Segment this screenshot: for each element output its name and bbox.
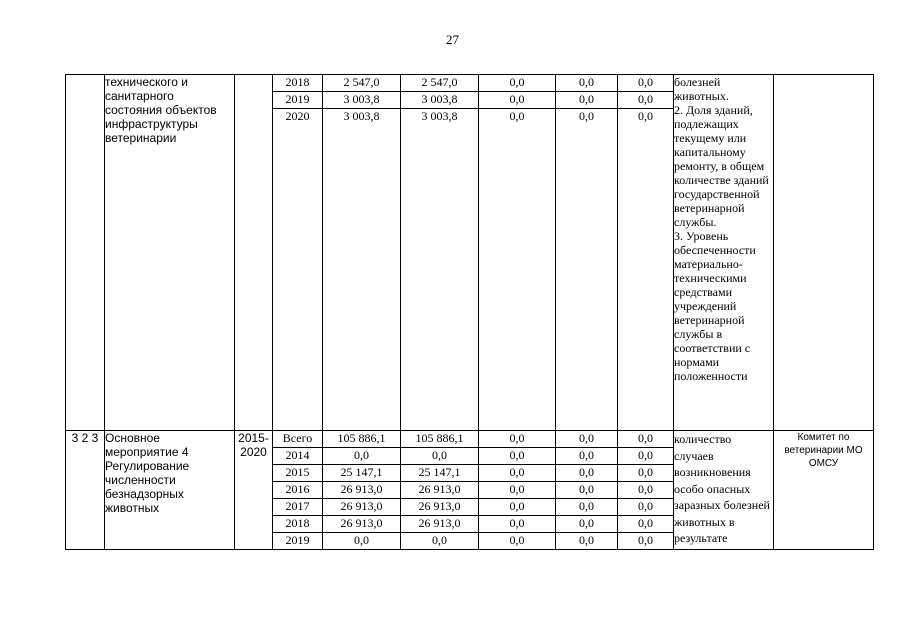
value-cell: 0,0: [479, 431, 556, 448]
value-cell: 0,0: [556, 482, 618, 499]
value-cell: 0,0: [556, 499, 618, 516]
regional-cell: 26 913,0: [401, 482, 479, 499]
executor-cell: [774, 75, 874, 431]
value-cell: 0,0: [479, 448, 556, 465]
value-cell: 0,0: [556, 92, 618, 109]
year-cell: 2015: [273, 465, 323, 482]
value-cell: 0,0: [556, 109, 618, 431]
total-cell: 105 886,1: [323, 431, 401, 448]
year-cell: 2019: [273, 533, 323, 550]
value-cell: 0,0: [479, 109, 556, 431]
period-cell: [235, 75, 273, 431]
value-cell: 0,0: [618, 431, 674, 448]
value-cell: 0,0: [618, 482, 674, 499]
table-row: [66, 75, 874, 92]
regional-cell: 0,0: [401, 448, 479, 465]
value-cell: 0,0: [618, 465, 674, 482]
regional-cell: 105 886,1: [401, 431, 479, 448]
total-cell: 3 003,8: [323, 92, 401, 109]
value-cell: 0,0: [618, 516, 674, 533]
year-cell: 2017: [273, 499, 323, 516]
value-cell: 0,0: [556, 533, 618, 550]
regional-cell: 25 147,1: [401, 465, 479, 482]
value-cell: 0,0: [556, 465, 618, 482]
measure-name: Основное мероприятие 4 Регулирование численности безнадзорных животных: [105, 431, 235, 550]
regional-cell: 3 003,8: [401, 92, 479, 109]
value-cell: 0,0: [618, 109, 674, 431]
indicator-text: болезней животных.: [674, 75, 729, 103]
regional-cell: 26 913,0: [401, 516, 479, 533]
indicator-text: 3. Уровень обеспеченности материально-техническими средствами учреждений ветеринарной службы в соответствии с нормами положенности: [674, 229, 756, 383]
indicator-cell: количество случаев возникновения особо опасных заразных болезней животных в результате: [674, 431, 774, 550]
year-cell: 2016: [273, 482, 323, 499]
total-cell: 2 547,0: [323, 75, 401, 92]
regional-cell: 26 913,0: [401, 499, 479, 516]
value-cell: 0,0: [618, 533, 674, 550]
value-cell: 0,0: [479, 516, 556, 533]
total-cell: 0,0: [323, 448, 401, 465]
value-cell: 0,0: [618, 448, 674, 465]
value-cell: 0,0: [556, 431, 618, 448]
indicator-cell: [674, 75, 774, 431]
value-cell: 0,0: [556, 448, 618, 465]
value-cell: 0,0: [618, 92, 674, 109]
year-cell: 2014: [273, 448, 323, 465]
total-cell: 0,0: [323, 533, 401, 550]
value-cell: 0,0: [618, 75, 674, 92]
value-cell: 0,0: [556, 75, 618, 92]
total-cell: 26 913,0: [323, 499, 401, 516]
row-number-cell: 3 2 3: [66, 431, 105, 550]
value-cell: 0,0: [479, 465, 556, 482]
regional-cell: 2 547,0: [401, 75, 479, 92]
program-table: [65, 74, 874, 550]
value-cell: 0,0: [479, 92, 556, 109]
total-cell: 25 147,1: [323, 465, 401, 482]
year-cell: 2019: [273, 92, 323, 109]
total-cell: 26 913,0: [323, 516, 401, 533]
period-cell: 2015-2020: [235, 431, 273, 550]
table-row: [66, 431, 874, 448]
value-cell: 0,0: [479, 499, 556, 516]
page-number: 27: [446, 32, 459, 47]
total-cell: 26 913,0: [323, 482, 401, 499]
value-cell: 0,0: [479, 533, 556, 550]
regional-cell: 3 003,8: [401, 109, 479, 431]
regional-cell: 0,0: [401, 533, 479, 550]
year-cell: 2018: [273, 516, 323, 533]
value-cell: 0,0: [479, 482, 556, 499]
year-cell: 2020: [273, 109, 323, 431]
row-number-cell: [66, 75, 105, 431]
measure-name: технического и санитарного состояния объектов инфраструктуры ветеринарии: [105, 75, 235, 431]
value-cell: 0,0: [618, 499, 674, 516]
year-cell: Всего: [273, 431, 323, 448]
value-cell: 0,0: [479, 75, 556, 92]
indicator-text: 2. Доля зданий, подлежащих текущему или капитальному ремонту, в общем количестве зданий государственной ветеринарной службы.: [674, 103, 769, 229]
executor-cell: Комитет по ветеринарии МО ОМСУ: [774, 431, 874, 550]
year-cell: 2018: [273, 75, 323, 92]
value-cell: 0,0: [556, 516, 618, 533]
total-cell: 3 003,8: [323, 109, 401, 431]
